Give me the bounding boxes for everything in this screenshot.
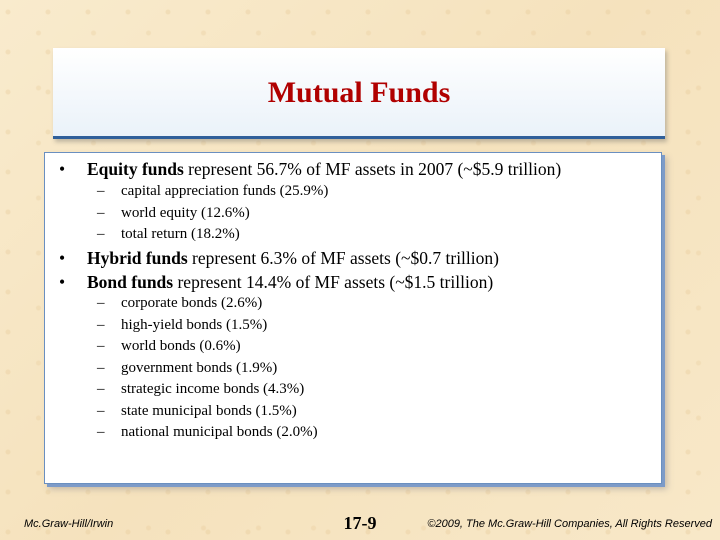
footer-copyright: ©2009, The Mc.Graw-Hill Companies, All Rights Reserved <box>427 518 712 530</box>
bullet-term: Hybrid funds <box>87 248 188 268</box>
footer-page-number: 17-9 <box>343 513 377 533</box>
subitem-text: total return (18.2%) <box>121 226 240 242</box>
subitem-text: national municipal bonds (2.0%) <box>121 424 318 440</box>
bullet-desc: represent 56.7% of MF assets in 2007 (~$5.9 trillion) <box>183 159 562 179</box>
dash-icon: – <box>97 205 105 221</box>
footer-publisher: Mc.Graw-Hill/Irwin <box>24 518 114 530</box>
subitem-text: state municipal bonds (1.5%) <box>121 403 297 419</box>
dash-icon: – <box>97 317 105 333</box>
bullet-text <box>87 159 561 180</box>
title-banner <box>53 48 665 139</box>
bullet-icon: • <box>59 159 66 179</box>
bullet-text <box>87 248 499 269</box>
bullet-icon: • <box>59 248 66 268</box>
dash-icon: – <box>97 424 105 440</box>
bullet-text <box>87 272 493 293</box>
dash-icon: – <box>97 360 105 376</box>
dash-icon: – <box>97 381 105 397</box>
subitem-text: corporate bonds (2.6%) <box>121 295 263 311</box>
subitem-text: world equity (12.6%) <box>121 205 250 221</box>
dash-icon: – <box>97 183 105 199</box>
bullet-desc: represent 6.3% of MF assets (~$0.7 trillion) <box>187 248 499 268</box>
bullet-term: Equity funds <box>87 159 184 179</box>
dash-icon: – <box>97 403 105 419</box>
bullet-term: Bond funds <box>87 272 174 292</box>
slide-title: Mutual Funds <box>267 76 451 109</box>
dash-icon: – <box>97 226 105 242</box>
bullet-icon: • <box>59 272 66 292</box>
dash-icon: – <box>97 295 105 311</box>
subitem-text: strategic income bonds (4.3%) <box>121 381 305 397</box>
subitem-text: world bonds (0.6%) <box>121 338 241 354</box>
subitem-text: high-yield bonds (1.5%) <box>121 317 268 333</box>
content-panel <box>44 152 662 484</box>
subitem-text: government bonds (1.9%) <box>121 360 278 376</box>
dash-icon: – <box>97 338 105 354</box>
bullet-desc: represent 14.4% of MF assets (~$1.5 trillion) <box>173 272 494 292</box>
subitem-text: capital appreciation funds (25.9%) <box>121 183 329 199</box>
